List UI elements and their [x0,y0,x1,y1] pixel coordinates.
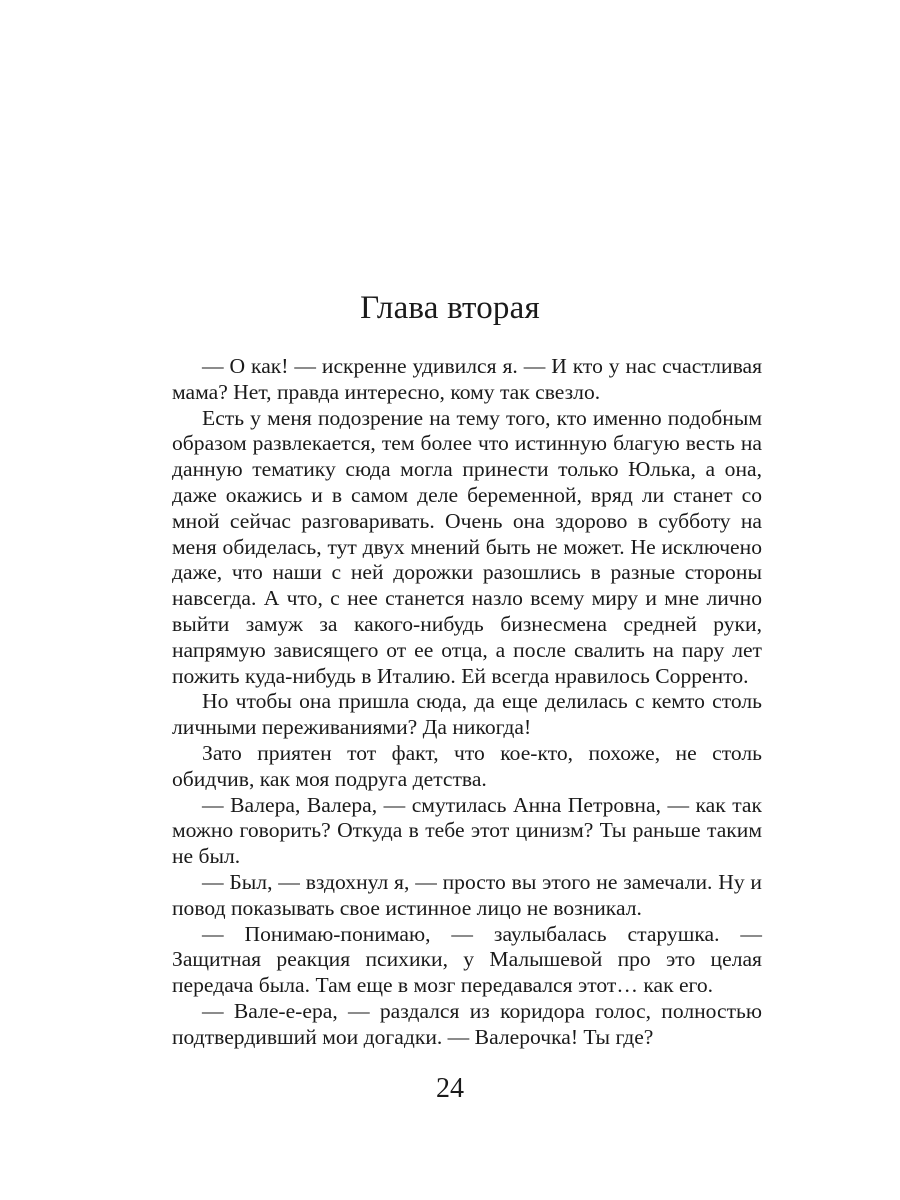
page-number: 24 [436,1073,464,1104]
paragraph: — Вале-е-ера, — раздался из коридора голос, полностью подтвердивший мои догадки. — Валерочка! Ты где? [172,998,762,1049]
chapter-title: Глава вторая [360,290,540,326]
paragraph: — Понимаю-понимаю, — заулыбалась старушка. — Защитная реакция психики, у Малышевой про это целая передача была. Там еще в мозг передавался этот… как его. [172,921,762,998]
body-text [172,354,762,1051]
paragraph: — О как! — искренне удивился я. — И кто у нас счастливая мама? Нет, правда интересно, кому так свезло. [172,354,762,404]
paragraph: Есть у меня подозрение на тему того, кто именно подобным образом развлекается, тем более что истинную благую весть на данную тематику сюда могла принести только Юлька, а она, даже окажись и в самом деле беременной, вряд ли станет со мной сейчас разговаривать. Очень она здорово в субботу на меня обиделась, тут двух мнений быть не может. Не исключено даже, что наши с ней дорожки разошлись в разные стороны навсегда. А что, с нее станется назло всему миру и мне лично выйти замуж за какого-нибудь бизнесмена средней руки, напрямую зависящего от ее отца, а после свалить на пару лет пожить куда-нибудь в Италию. Ей всегда нравилось Сорренто. [172,405,762,688]
paragraph: — Был, — вздохнул я, — просто вы этого не замечали. Ну и повод показывать свое истинное лицо не возникал. [172,869,762,920]
paragraph: — Валера, Валера, — смутилась Анна Петровна, — как так можно говорить? Откуда в тебе этот цинизм? Ты раньше таким не был. [172,792,762,869]
paragraph: Но чтобы она пришла сюда, да еще делилась с кемто столь личными переживаниями? Да никогда! [172,689,762,740]
paragraph: Зато приятен тот факт, что кое-кто, похоже, не столь обидчив, как моя подруга детства. [172,740,762,791]
